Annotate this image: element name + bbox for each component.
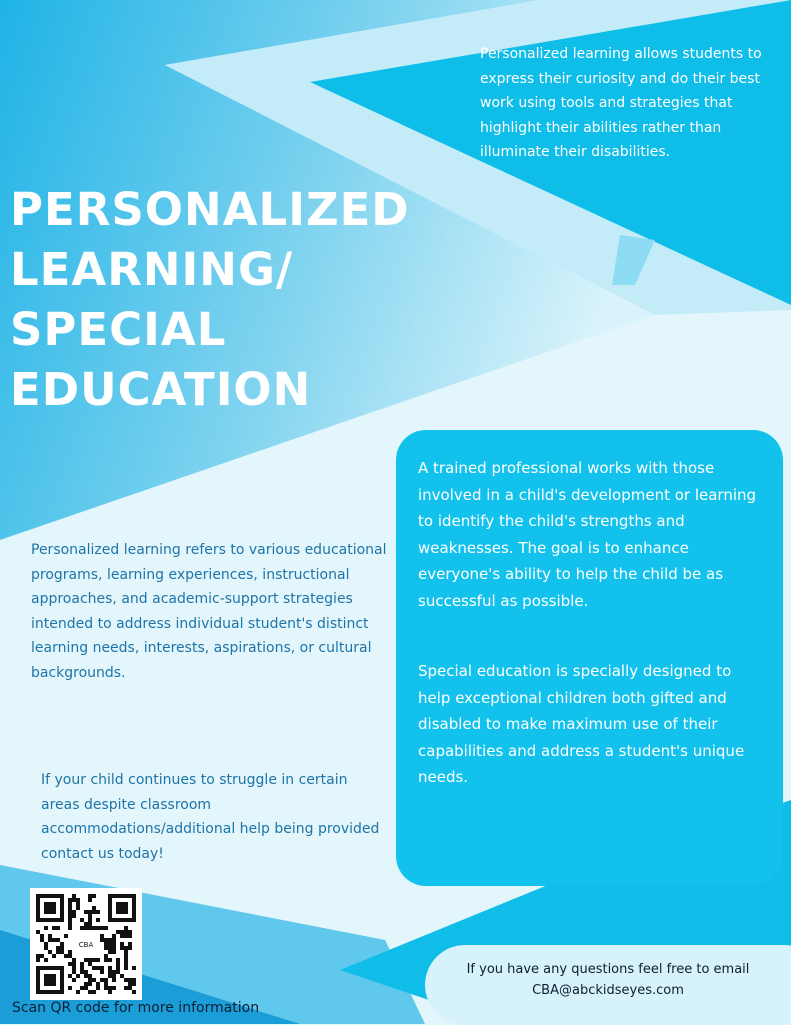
special-education-paragraph: Special education is specially designed to help exceptional children both gifted and disabled to make maximum use of their capabilities and address a student's unique needs.: [418, 662, 745, 786]
professional-paragraph: A trained professional works with those involved in a child's development or learning to identify the child's strengths and weaknesses. The goal is to enhance everyone's ability to help the child be as successful as possible.: [418, 459, 757, 610]
qr-code[interactable]: [30, 888, 142, 1000]
qr-code-image: [36, 894, 136, 994]
qr-center-label: CBA: [78, 941, 94, 949]
contact-line: If you have any questions feel free to email: [466, 962, 750, 977]
title-line: EDUCATION: [10, 363, 312, 416]
qr-caption: Scan QR code for more information: [12, 1000, 260, 1016]
definition-paragraph: Personalized learning refers to various educational programs, learning experiences, instructional approaches, and academic-support strategies intended to address individual student's distinct learning needs, interests, aspirations, or cultural backgrounds.: [31, 542, 387, 681]
contact-box: [425, 945, 791, 1025]
info-card: [396, 430, 783, 886]
title-line: SPECIAL: [10, 303, 227, 356]
intro-paragraph: Personalized learning allows students to express their curiosity and do their best work using tools and strategies that highlight their abilities rather than illuminate their disabilities.: [480, 46, 762, 160]
page-title: [10, 180, 410, 420]
call-to-action: If your child continues to struggle in certain areas despite classroom accommodations/additional help being provided contact us today!: [41, 772, 380, 862]
title-line: PERSONALIZED: [10, 183, 410, 236]
contact-email[interactable]: CBA@abckidseyes.com: [532, 983, 684, 998]
contact-text: [425, 959, 791, 1001]
title-line: LEARNING/: [10, 243, 294, 296]
